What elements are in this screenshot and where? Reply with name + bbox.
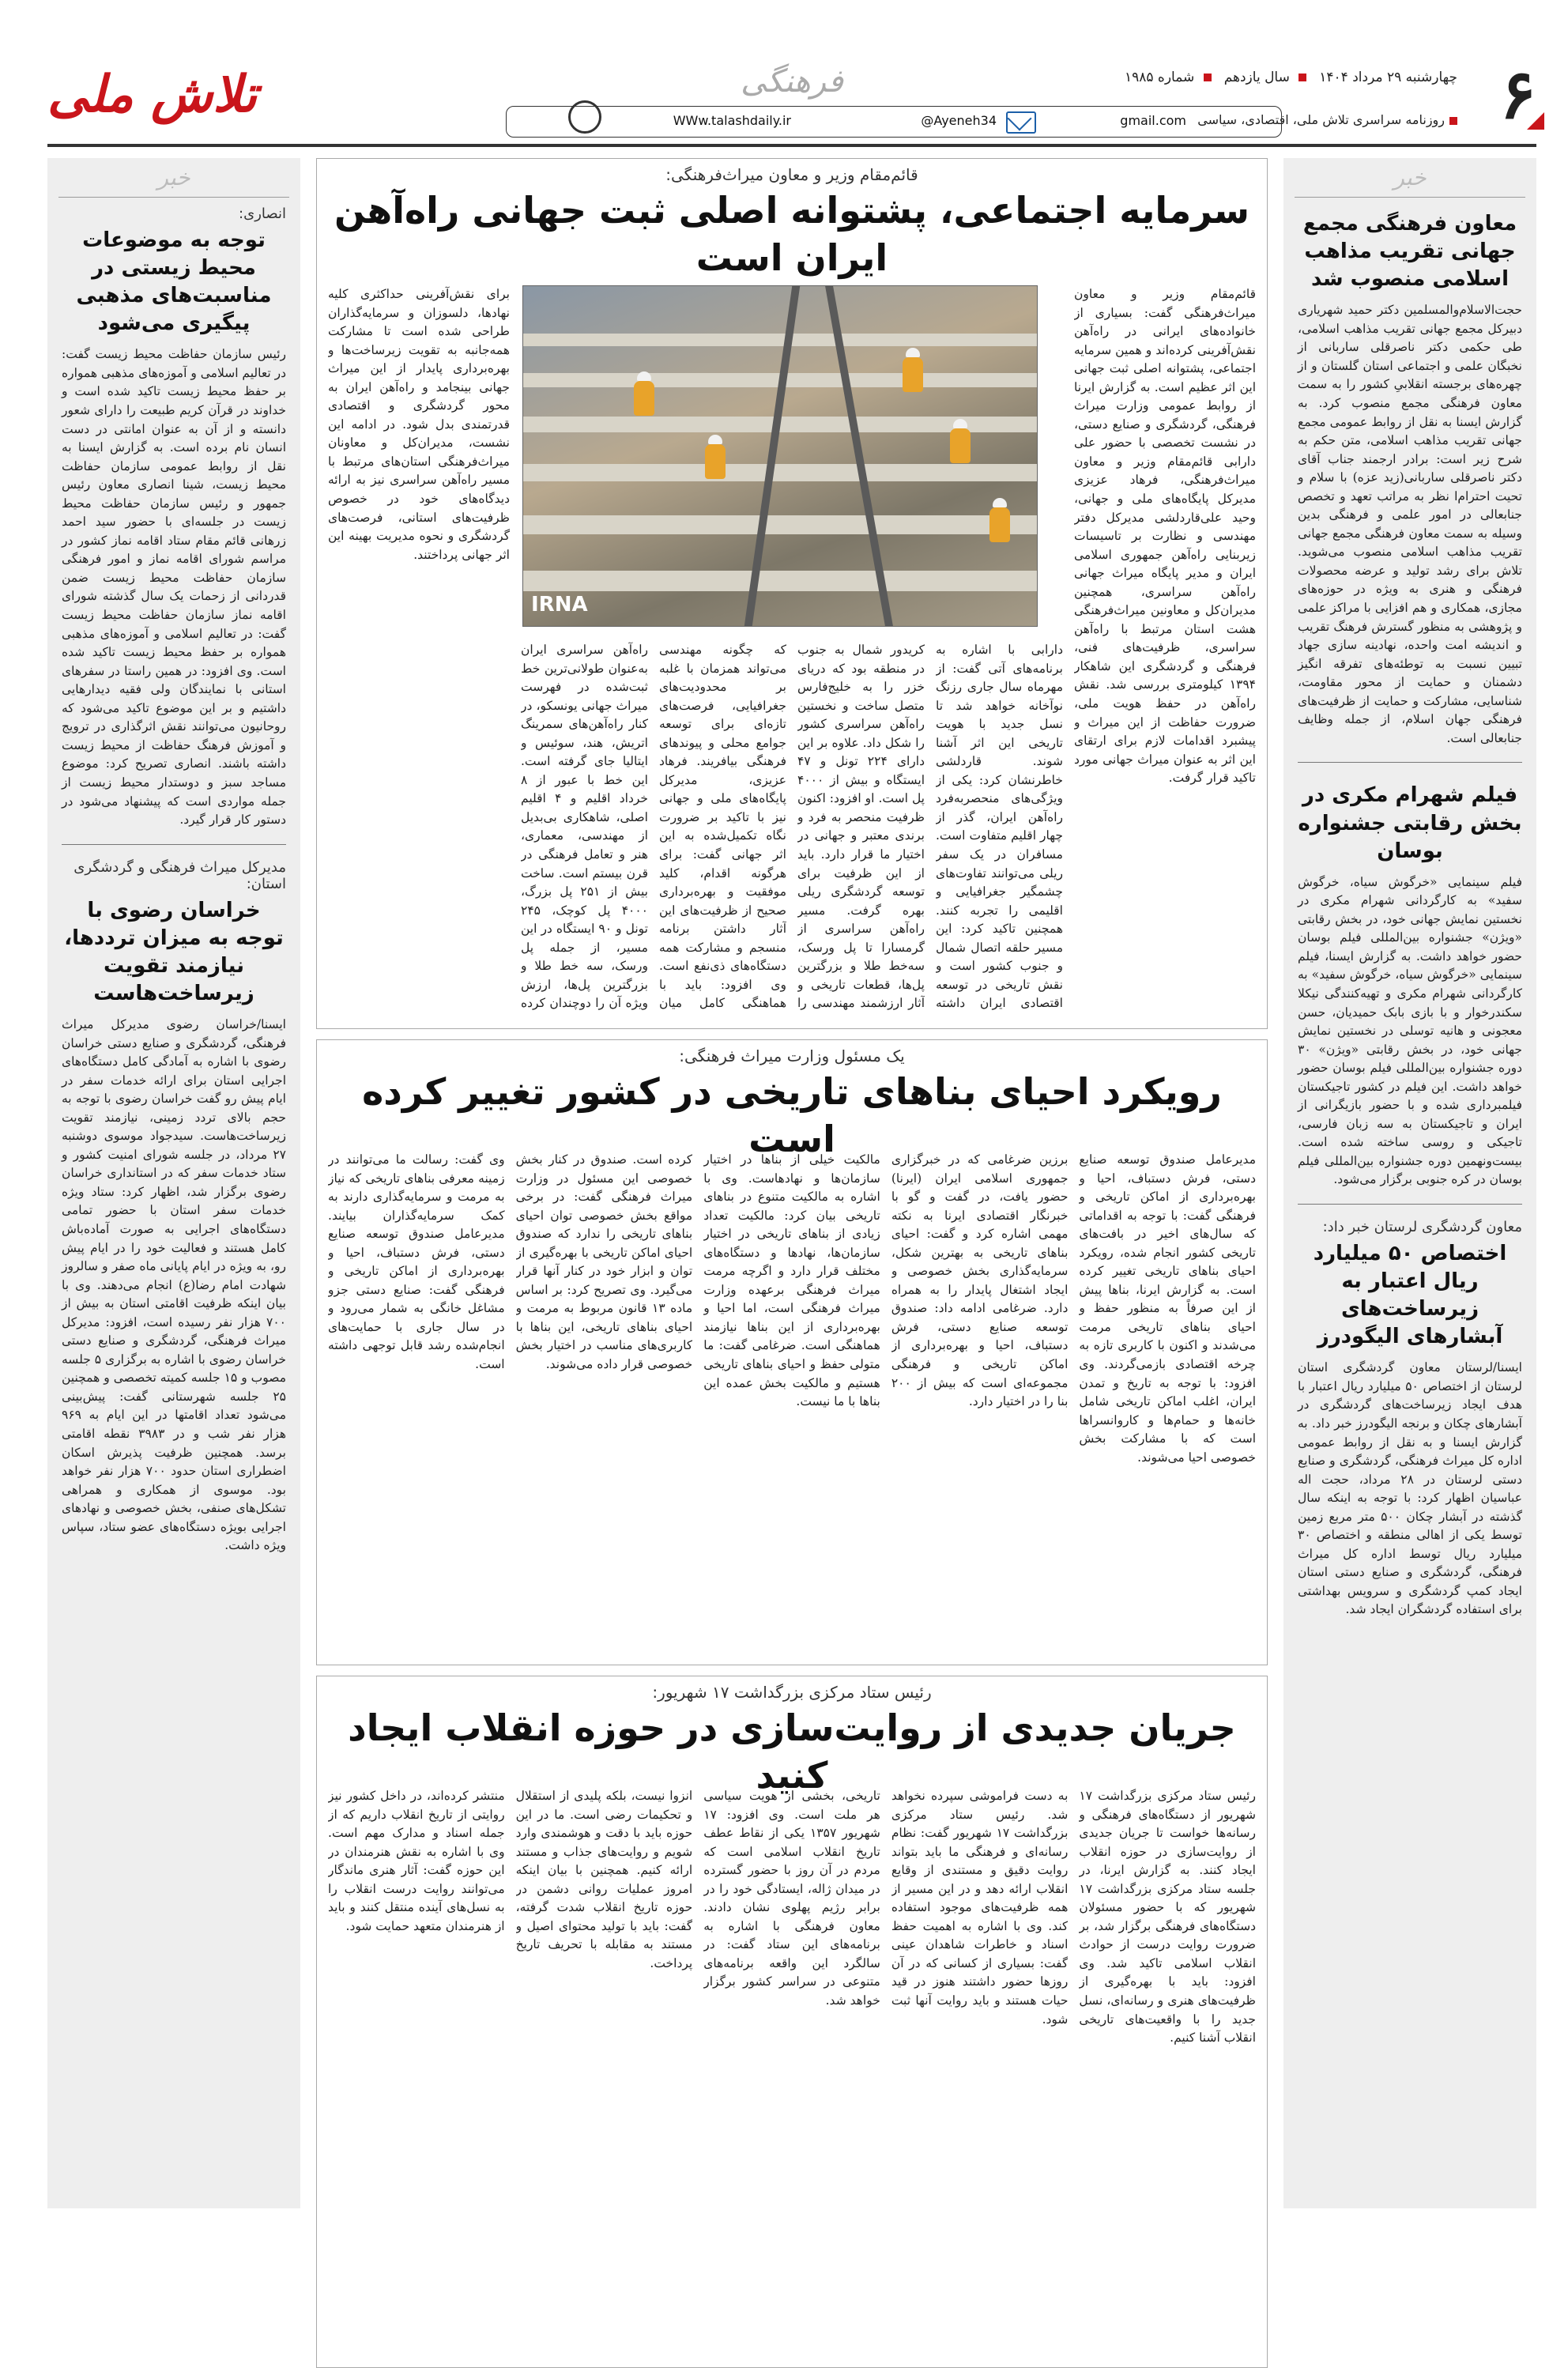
article-title[interactable]: رویکرد احیای بناهای تاریخی در کشور تغییر کرده است bbox=[362, 1070, 1222, 1160]
news-item bbox=[47, 198, 300, 838]
column-label: خبر bbox=[58, 158, 289, 198]
paper-subtitle: روزنامه سراسری تلاش ملی، اقتصادی، سیاسی bbox=[1197, 112, 1457, 127]
divider bbox=[62, 844, 286, 845]
news-title[interactable]: اختصاص ۵۰ میلیارد ریال اعتبار به زیرساخت‌های آبشارهای الیگودرز bbox=[1313, 1241, 1507, 1349]
issue-meta bbox=[1117, 70, 1457, 85]
article-columns bbox=[328, 1787, 1256, 2351]
article-col: برای نقش‌آفرینی حداکثری کلیه نهادها، دلسوزان و سرمایه‌گذاران طراحی شده است تا مشارکت همه‌جانبه به تقویت زیرساخت‌ها و بهره‌برداری پایدار از این میراث جهانی بینجامد و راه‌آهن ایران به محور گردشگری و اقتصادی قدرتمندی بدل شود. در ادامه این نشست، مدیران‌کل و معاونان میراث‌فرهنگی استان‌های مرتبط با مسیر راه‌آهن سراسری نیز به ارائه دیدگاه‌های خود در خصوص ظرفیت‌های استانی، فرصت‌های گردشگری و نحوه مدیریت بهینه این اثر جهانی پرداختند. bbox=[328, 287, 510, 562]
news-kicker: مدیرکل میراث فرهنگی و گردشگری استان: bbox=[74, 858, 286, 892]
article-kicker: قائم‌مقام وزیر و معاون میراث‌فرهنگی: bbox=[665, 165, 918, 184]
article-col: دارابی با اشاره به برنامه‌های آتی گفت: از مهرماه سال جاری رزنگ نوآخانه خواهد شد تا نسل جدید با هویت تاریخی این اثر آشنا شوند. قاردلشی خاطرنشان کرد: یکی از ویژگی‌های منحصربه‌فرد راه‌آهن ایران، گذر از چهار اقلیم متفاوت است. مسافران در یک سفر ریلی می‌توانند تفاوت‌های چشمگیر جغرافیایی و اقلیمی را تجربه کنند. همچنین تاکید کرد: این مسیر حلقه اتصال شمال و جنوب کشور است و نقش تاریخی در توسعه اقتصادی ایران داشته bbox=[936, 643, 1063, 1011]
news-body: رئیس سازمان حفاظت محیط زیست گفت: در تعالیم اسلامی و آموزه‌های مذهبی همواره بر حفظ محیط زیست تاکید شده است و خداوند در قرآن کریم طبیعت را دارای شعور دانسته و از آن به عنوان امانتی در دست انسان نام برده است. به گزارش ایسنا به نقل از روابط عمومی سازمان حفاظت محیط زیست، شینا انصاری معاون رئیس جمهور و رئیس سازمان حفاظت محیط زیست در جلسه‌ای با حضور سید احمد زرهانی قائم مقام ستاد اقامه نماز کشور در مراسم شورای اقامه نماز و امور فرهنگی سازمان حفاظت محیط زیست ضمن قدردانی از زحمات یک سال گذشته شورای اقامه نماز سازمان حفاظت محیط زیست گفت: در تعالیم اسلامی و آموزه‌های مذهبی همواره بر حفظ محیط زیست تاکید شده است. وی افزود: در همین راستا در سفرهای استانی با نمایندگان ولی فقیه دیدارهایی داشتیم و بر این موضوع تاکید می‌شود که روحانیون می‌توانند نقش اثرگذاری در ترویج و آموزش فرهنگ حفاظت از محیط زیست داشته باشند. انصاری تصریح کرد: موضوع مساجد سبز و دوستدار محیط زیست از جمله مواردی است که پیشنهاد می‌شود در دستور کار قرار گیرد. bbox=[62, 347, 286, 828]
news-body: فیلم سینمایی «خرگوش سیاه، خرگوش سفید» به کارگردانی شهرام مکری در نخستین نمایش جهانی خود، در بخش رقابتی «ویژن» جشنواره بین‌المللی فیلم بوسان حضور خواهد داشت. به گزارش ایسنا، فیلم سینمایی «خرگوش سیاه، خرگوش سفید» به کارگردانی شهرام مکری و تهیه‌کنندگی نیکلا سکندرخوار و با بازی بابک حمیدیان، حسن معجونی و هانیه توسلی در نخستین نمایش جهانی خود، در بخش رقابتی «ویژن» ۳۰ دوره جشنواره بین‌المللی فیلم بوسان حضور خواهد داشت. این فیلم در کشور تاجیکستان فیلمبرداری شده و با حضور بازیگرانی از ایران و تاجیکستان به سه زبان فارسی، تاجیکی و روسی ساخته شده است. بیست‌ونهمین دوره جشنواره بین‌المللی فیلم بوسان در کره جنوبی برگزار می‌شود. bbox=[1298, 874, 1522, 1187]
article-col: رئیس ستاد مرکزی بزرگداشت ۱۷ شهریور از دستگاه‌های فرهنگی و رسانه‌ها خواست تا جریان جدیدی از روایت‌سازی در حوزه انقلاب ایجاد کنند. به گزارش ایرنا، در جلسه ستاد مرکزی بزرگداشت ۱۷ شهریور که با حضور مسئولان دستگاه‌های فرهنگی برگزار شد، بر ضرورت روایت درست از حوادث انقلاب اسلامی تاکید شد. وی افزود: باید با بهره‌گیری از ظرفیت‌های هنری و رسانه‌ای، نسل جدید را با واقعیت‌های تاریخی انقلاب آشنا کنیم. bbox=[1079, 1789, 1256, 2046]
article-col: وی گفت: رسالت ما می‌توانند در زمینه معرفی بناهای تاریخی که نیاز به مرمت و سرمایه‌گذاری دارند به کمک سرمایه‌گذاران بیایند. مدیرعامل صندوق توسعه صنایع دستی، فرش دستباف، احیا و بهره‌برداری از اماکن تاریخی و فرهنگی گفت: صنایع دستی جزو مشاغل خانگی به شمار می‌رود و در سال جاری با حمایت‌های انجام‌شده رشد قابل توجهی داشته است. bbox=[328, 1152, 505, 1372]
article-columns bbox=[521, 641, 1063, 1012]
article-revolution-narrative bbox=[316, 1676, 1268, 2368]
globe-icon bbox=[568, 100, 601, 134]
article-col: انزوا نیست، بلکه پلیدی از استقلال و تحکیمات رضی است. ما در این حوزه باید با دقت و هوشمندی وارد شویم و روایت‌های جذاب و مستند ارائه کنیم. همچنین با بیان اینکه امروز عملیات روانی دشمن در حوزه تاریخ انقلاب شدت گرفته، گفت: باید با تولید محتوای اصیل و مستند به مقابله با تحریف تاریخ پرداخت. bbox=[515, 1789, 693, 1970]
left-news-column bbox=[47, 158, 300, 2208]
article-col: برزین ضرغامی که در خبرگزاری جمهوری اسلامی ایران (ایرنا) حضور یافت، در گفت و گو با خبرنگار اقتصادی ایرنا به نکته مهمی اشاره کرد و گفت: احیای بناهای تاریخی به بهترین شکل، سرمایه‌گذاری بخش خصوصی و ایجاد اشتغال پایدار را به همراه دارد. ضرغامی ادامه داد: صندوق توسعه صنایع دستی، فرش دستباف، احیا و بهره‌برداری از اماکن تاریخی و فرهنگی مجموعه‌ای است که بیش از ۲۰۰ بنا را در اختیار دارد. bbox=[891, 1152, 1069, 1409]
main-articles bbox=[316, 158, 1268, 2208]
article-title[interactable]: سرمایه اجتماعی، پشتوانه اصلی ثبت جهانی راه‌آهن ایران است bbox=[334, 189, 1250, 279]
article-col: که چگونه مهندسی می‌تواند همزمان با غلبه بر محدودیت‌های جغرافیایی، فرصت‌های تازه‌ای برای توسعه جوامع محلی و پیوندهای فرهنگی بیافریند. فرهاد عزیزی، مدیرکل پایگاه‌های ملی و جهانی نیز با تاکید بر ضرورت نگاه تکمیل‌شده به این اثر جهانی گفت: برای هرگونه اقدام، کلید موفقیت و بهره‌برداری صحیح از ظرفیت‌های این آثار داشتن برنامه منسجم و مشارکت همه دستگاه‌های ذی‌نفع است. وی افزود: باید با هماهنگی کامل میان bbox=[659, 643, 786, 1011]
page-number: ۶ bbox=[1499, 55, 1536, 134]
paper-logo[interactable]: تلاش ملی bbox=[47, 65, 258, 124]
article-historic-buildings bbox=[316, 1039, 1268, 1665]
article-col: کریدور شمال به جنوب در منطقه بود که دریای خزر را به خلیج‌فارس متصل ساخت و نخستین راه‌آهن سراسری کشور را شکل داد. علاوه بر این دارای ۲۲۴ تونل و ۴۷ ایستگاه و بیش از ۴۰۰۰ پل است. او افزود: اکنون ظرفیت منحصر به فرد و برندی معتبر و جهانی در اختیار ما قرار دارد. باید از این ظرفیت برای توسعه گردشگری ریلی بهره گرفت. مسیر راه‌آهن سراسری از گرمسارا تا پل ورسک، سه‌خط طلا و بزرگترین پل‌ها، قطعات تاریخی و آثار ارزشمند مهندسی را bbox=[797, 643, 925, 1011]
column-label: خبر bbox=[1295, 158, 1525, 198]
news-body: ایسنا/لرستان معاون گردشگری استان لرستان از اختصاص ۵۰ میلیارد ریال اعتبار با هدف ایجاد زیرساخت‌های گردشگری در آبشارهای چکان و برنجه الیگودرز خبر داد. به گزارش ایسنا و به نقل از روابط عمومی اداره کل میراث فرهنگی، گردشگری و صنایع دستی لرستان در ۲۸ مرداد، حجت اله عباسیان اظهار کرد: با توجه به اینکه سال گذشته در آبشار چکان ۵۰۰ متر مربع زمین توسط یکی از اهالی منطقه و اختصاص ۳۰ میلیارد ریال توسط اداره کل میراث فرهنگی، گردشگری و صنایع دستی استان ایجاد کمپ گردشگری و سرویس بهداشتی برای استفاده گردشگران ایجاد شد. bbox=[1298, 1360, 1522, 1617]
article-col: قائم‌مقام وزیر و معاون میراث‌فرهنگی گفت: بسیاری از خانواده‌های ایرانی در راه‌آهن نقش‌آفرینی کرده‌اند و همین سرمایه اجتماعی، پشتوانه اصلی ثبت جهانی این اثر عظیم است. به گزارش ایرنا از روابط عمومی وزارت میراث فرهنگی، گردشگری و صنایع دستی، در نشست تخصصی با حضور علی دارابی قائم‌مقام وزیر و معاون میراث‌فرهنگی، فرهاد عزیزی مدیرکل پایگاه‌های ملی و جهانی، وحید علی‌قاردلشی مدیرکل دفتر مهندسی و نظارت بر تاسیسات زیربنایی راه‌آهن جمهوری اسلامی ایران و مدیر پایگاه میراث جهانی راه‌آهن سراسری، همچنین مدیران‌کل و معاونین میراث‌فرهنگی هشت استان مرتبط با راه‌آهن سراسری، ظرفیت‌های فنی، فرهنگی و گردشگری این شاهکار ۱۳۹۴ کیلومتری بررسی شد. نقش راه‌آهن در حفظ هویت ملی، ضرورت حفاظت از این میراث و پیشبرد اقدامات لازم برای ارتقای این اثر به عنوان میراث جهانی مورد تاکید قرار گرفت. bbox=[1074, 287, 1256, 786]
right-news-column bbox=[1283, 158, 1536, 2208]
issue-number: شماره ۱۹۸۵ bbox=[1124, 70, 1195, 85]
divider bbox=[1298, 1204, 1522, 1205]
news-item bbox=[1283, 769, 1536, 1197]
news-title[interactable]: معاون فرهنگی مجمع جهانی تقریب مذاهب اسلامی منصوب شد bbox=[1302, 212, 1517, 292]
article-col: تاریخی، بخشی از هویت سیاسی هر ملت است. وی افزود: ۱۷ شهریور ۱۳۵۷ یکی از نقاط عطف تاریخ انقلاب اسلامی است که مردم در آن روز با حضور گسترده در میدان ژاله، ایستادگی خود را در برابر رژیم پهلوی نشان دادند. معاون فرهنگی با اشاره به برنامه‌های این ستاد گفت: در سالگرد این واقعه برنامه‌های متنوعی در سراسر کشور برگزار خواهد شد. bbox=[703, 1789, 880, 2008]
email-domain[interactable]: gmail.com bbox=[1120, 113, 1186, 128]
news-title[interactable]: توجه به موضوعات محیط زیستی در مناسبت‌های مذهبی پیگیری می‌شود bbox=[76, 228, 272, 336]
news-kicker: معاون گردشگری لرستان خبر داد: bbox=[1322, 1218, 1522, 1235]
article-col: به دست فراموشی سپرده نخواهد شد. رئیس ستاد مرکزی بزرگداشت ۱۷ شهریور گفت: نظام رسانه‌ای و فرهنگی ما باید بتواند روایت دقیق و مستندی از وقایع انقلاب ارائه دهد و در این مسیر از همه ظرفیت‌های موجود استفاده کند. وی با اشاره به اهمیت حفظ اسناد و خاطرات شاهدان عینی گفت: بسیاری از کسانی که در آن روزها حضور داشتند هنوز در قید حیات هستند و باید روایت آنها ثبت شود. bbox=[891, 1789, 1069, 2027]
article-col: منتشر کرده‌اند، در داخل کشور نیز روایتی از تاریخ انقلاب داریم که از جمله اسناد و مدارک مهم است. وی با اشاره به نقش هنرمندان در این حوزه گفت: آثار هنری ماندگار می‌توانند روایت درست انقلاب را به نسل‌های آینده منتقل کنند و باید از هنرمندان متعهد حمایت شود. bbox=[328, 1789, 505, 1933]
news-item bbox=[1283, 1211, 1536, 1627]
news-kicker: انصاری: bbox=[239, 206, 286, 222]
railway-photo bbox=[522, 285, 1038, 627]
news-title[interactable]: خراسان رضوی با توجه به میزان ترددها، نیازمند تقویت زیرساخت‌هاست bbox=[64, 898, 284, 1005]
photo-credit: IRNA bbox=[531, 593, 588, 617]
contact-bar bbox=[506, 106, 1282, 138]
news-body: ایسنا/خراسان رضوی مدیرکل میراث فرهنگی، گردشگری و صنایع دستی خراسان رضوی با اشاره به آمادگی کامل دستگاه‌های اجرایی استان برای ارائه خدمات سفر در ایام پیش رو گفت خراسان رضوی با توجه به حجم بالای تردد زمینی، نیازمند تقویت زیرساخت‌هاست. سیدجواد موسوی دوشنبه ۲۷ مرداد، در جلسه شورای امنیت کشور و ستاد خدمات سفر که در استانداری خراسان رضوی برگزار شد، اظهار کرد: ستاد ویژه خدمات سفر استان با حضور تمامی دستگاه‌های اجرایی به صورت آماده‌باش کامل هستند و فعالیت خود را در ایام پیش رو، به ویژه در ایام پایانی ماه صفر و سالروز شهادت امام رضا(ع) انجام می‌دهند. وی با بیان اینکه ظرفیت اقامتی استان به بیش از ۷۰۰ هزار نفر رسیده است، افزود: مدیرکل میراث فرهنگی، گردشگری و صنایع دستی خراسان رضوی با اشاره به برگزاری ۵ جلسه مصوب و ۱۵ جلسه کمیته تخصصی و همچنین ۲۵ جلسه شهرستانی گفت: پیش‌بینی می‌شود تعداد اقامتها در این ایام به ۹۶۹ هزار نفر شب و در ۳۹۸۳ نقطه اقامتی برسد. همچنین ظرفیت پذیرش اسکان اضطراری استان حدود ۷۰۰ هزار نفر خواهد بود. موسوی از همکاری و همراهی تشکل‌های صنفی، بخش خصوصی و نهادهای اجرایی بویژه دستگاه‌های عضو ستاد، سپاس ویژه داشت. bbox=[62, 1016, 287, 1553]
website-link[interactable]: WWw.talashdaily.ir bbox=[673, 113, 791, 128]
news-title[interactable]: فیلم شهرام مکری در بخش رقابتی جشنواره بوسان bbox=[1298, 783, 1522, 863]
article-title[interactable]: جریان جدیدی از روایت‌سازی در حوزه انقلاب ایجاد کنید bbox=[348, 1706, 1236, 1797]
article-col: مدیرعامل صندوق توسعه صنایع دستی، فرش دستباف، احیا و بهره‌برداری از اماکن تاریخی و فرهنگی گفت: با توجه به اقداماتی که سال‌های اخیر در بافت‌های تاریخی کشور انجام شده، رویکرد احیای بناهای تاریخی تغییر کرده است. به گزارش ایرنا، بناها پیش از این صرفاً به منظور حفظ و احیای بناهای تاریخی مرمت می‌شدند و اکنون با کاربری تازه به چرخه اقتصادی بازمی‌گردند. وی افزود: با توجه به تاریخ و تمدن ایران، اغلب اماکن تاریخی شامل خانه‌ها و حمام‌ها و کاروانسراها است که با مشارکت بخش خصوصی احیا می‌شوند. bbox=[1079, 1152, 1256, 1465]
divider bbox=[1298, 762, 1522, 763]
header-rule bbox=[47, 144, 1536, 147]
article-col: راه‌آهن سراسری ایران به‌عنوان طولانی‌ترین خط ثبت‌شده در فهرست میراث جهانی یونسکو، در کنار راه‌آهن‌های سمرینگ اتریش، هند، سوئیس و ایتالیا جای گرفته است. این خط با عبور از ۸ خرداد اقلیم و ۴ اقلیم اصلی، شاهکاری بی‌بدیل از مهندسی، معماری، هنر و تعامل فرهنگی در قرن بیستم است. ساخت بیش از ۲۵۱ پل بزرگ، ۴۰۰۰ پل کوچک، ۲۴۵ تونل و ۹۰ ایستگاه در این مسیر، از جمله پل ورسک، سه خط طلا و بزرگترین پل‌ها، ارزش ویژه آن را دوچندان کرده bbox=[521, 643, 648, 1011]
issue-date: چهارشنبه ۲۹ مرداد ۱۴۰۴ bbox=[1319, 70, 1457, 85]
article-columns bbox=[328, 1151, 1256, 1649]
article-kicker: یک مسئول وزارت میراث فرهنگی: bbox=[679, 1046, 905, 1065]
news-item bbox=[47, 851, 300, 1563]
envelope-icon bbox=[1006, 111, 1036, 134]
news-item bbox=[1283, 198, 1536, 756]
article-col: مالکیت خیلی از بناها در اختیار سازمان‌ها و نهادهاست. وی با اشاره به مالکیت متنوع در بناهای تاریخی بیان کرد: مالکیت تعداد زیادی از بناهای تاریخی در اختیار سازمان‌ها، نهادها و دستگاه‌های مختلف قرار دارد و اگرچه مرمت میراث فرهنگی برعهده وزارت میراث فرهنگی است، اما احیا و بهره‌برداری از این بناها نیازمند هماهنگی است. ضرغامی گفت: ما متولی حفظ و احیای بناهای تاریخی هستیم و مالکیت بخش عمده این بناها با ما نیست. bbox=[703, 1152, 880, 1409]
section-title: فرهنگی bbox=[741, 63, 843, 100]
email-user[interactable]: Ayeneh34@ bbox=[921, 113, 997, 128]
article-railway bbox=[316, 158, 1268, 1029]
article-col: کرده است. صندوق در کنار بخش خصوصی این مسئول در وزارت میراث فرهنگی گفت: در برخی مواقع بخش خصوصی توان احیای بناهای تاریخی را ندارد که صندوق احیای اماکن تاریخی با بهره‌گیری از توان و ابزار خود در کنار آنها قرار می‌گیرد. وی تصریح کرد: بر اساس ماده ۱۳ قانون مربوط به مرمت و احیای بناهای تاریخی، این بناها با کاربری‌های مناسب در اختیار بخش خصوصی قرار داده می‌شوند. bbox=[515, 1152, 693, 1372]
news-body: حجت‌الاسلام‌والمسلمین دکتر حمید شهریاری دبیرکل مجمع جهانی تقریب مذاهب اسلامی، طی حکمی دکتر ناصرقلی ساربانی از نخبگان علمی و اجتماعی استان گلستان و از چهره‌های برجسته انقلابیِ کشور را به سمت معاون فرهنگی مجمع منصوب کرد. به گزارش ایسنا به نقل از روابط عمومی مجمع جهانی تقریب مذاهب اسلامی، متن حکم به شرح زیر است: برادر ارجمند جناب آقای دکتر ناصرقلی ساربانی(زید عزه) با سلام و تحیت احترام‌ا نظر به مراتب تعهد و تخصص جنابعالی در امور علمی و فرهنگی بدین وسیله به سمت معاون فرهنگی مجمع جهانی تقریب مذاهب اسلامی منصوب می‌شوید. تلاش برای رشد تولید و عرضه محصولات فرهنگی و هنری به ویژه در حوزه‌های مجازی، همکاری و هم افزایی با مراکز علمی و پژوهشی به منظور گسترش فرهنگ تقریب و اندیشه امت واحده، نهادینه سازی جهاد تبیین نسبت به توطئه‌های تفرقه انگیز دشمنان و حمایت از محور مقاومت، شناسایی، مشارکت و حمایت از ظرفیت‌های فرهنگی جهان اسلام، از جمله وظایف جنابعالی است. bbox=[1298, 303, 1522, 745]
article-kicker: رئیس ستاد مرکزی بزرگداشت ۱۷ شهریور: bbox=[652, 1683, 932, 1702]
issue-year: سال یازدهم bbox=[1223, 70, 1290, 85]
page-header bbox=[47, 55, 1536, 142]
